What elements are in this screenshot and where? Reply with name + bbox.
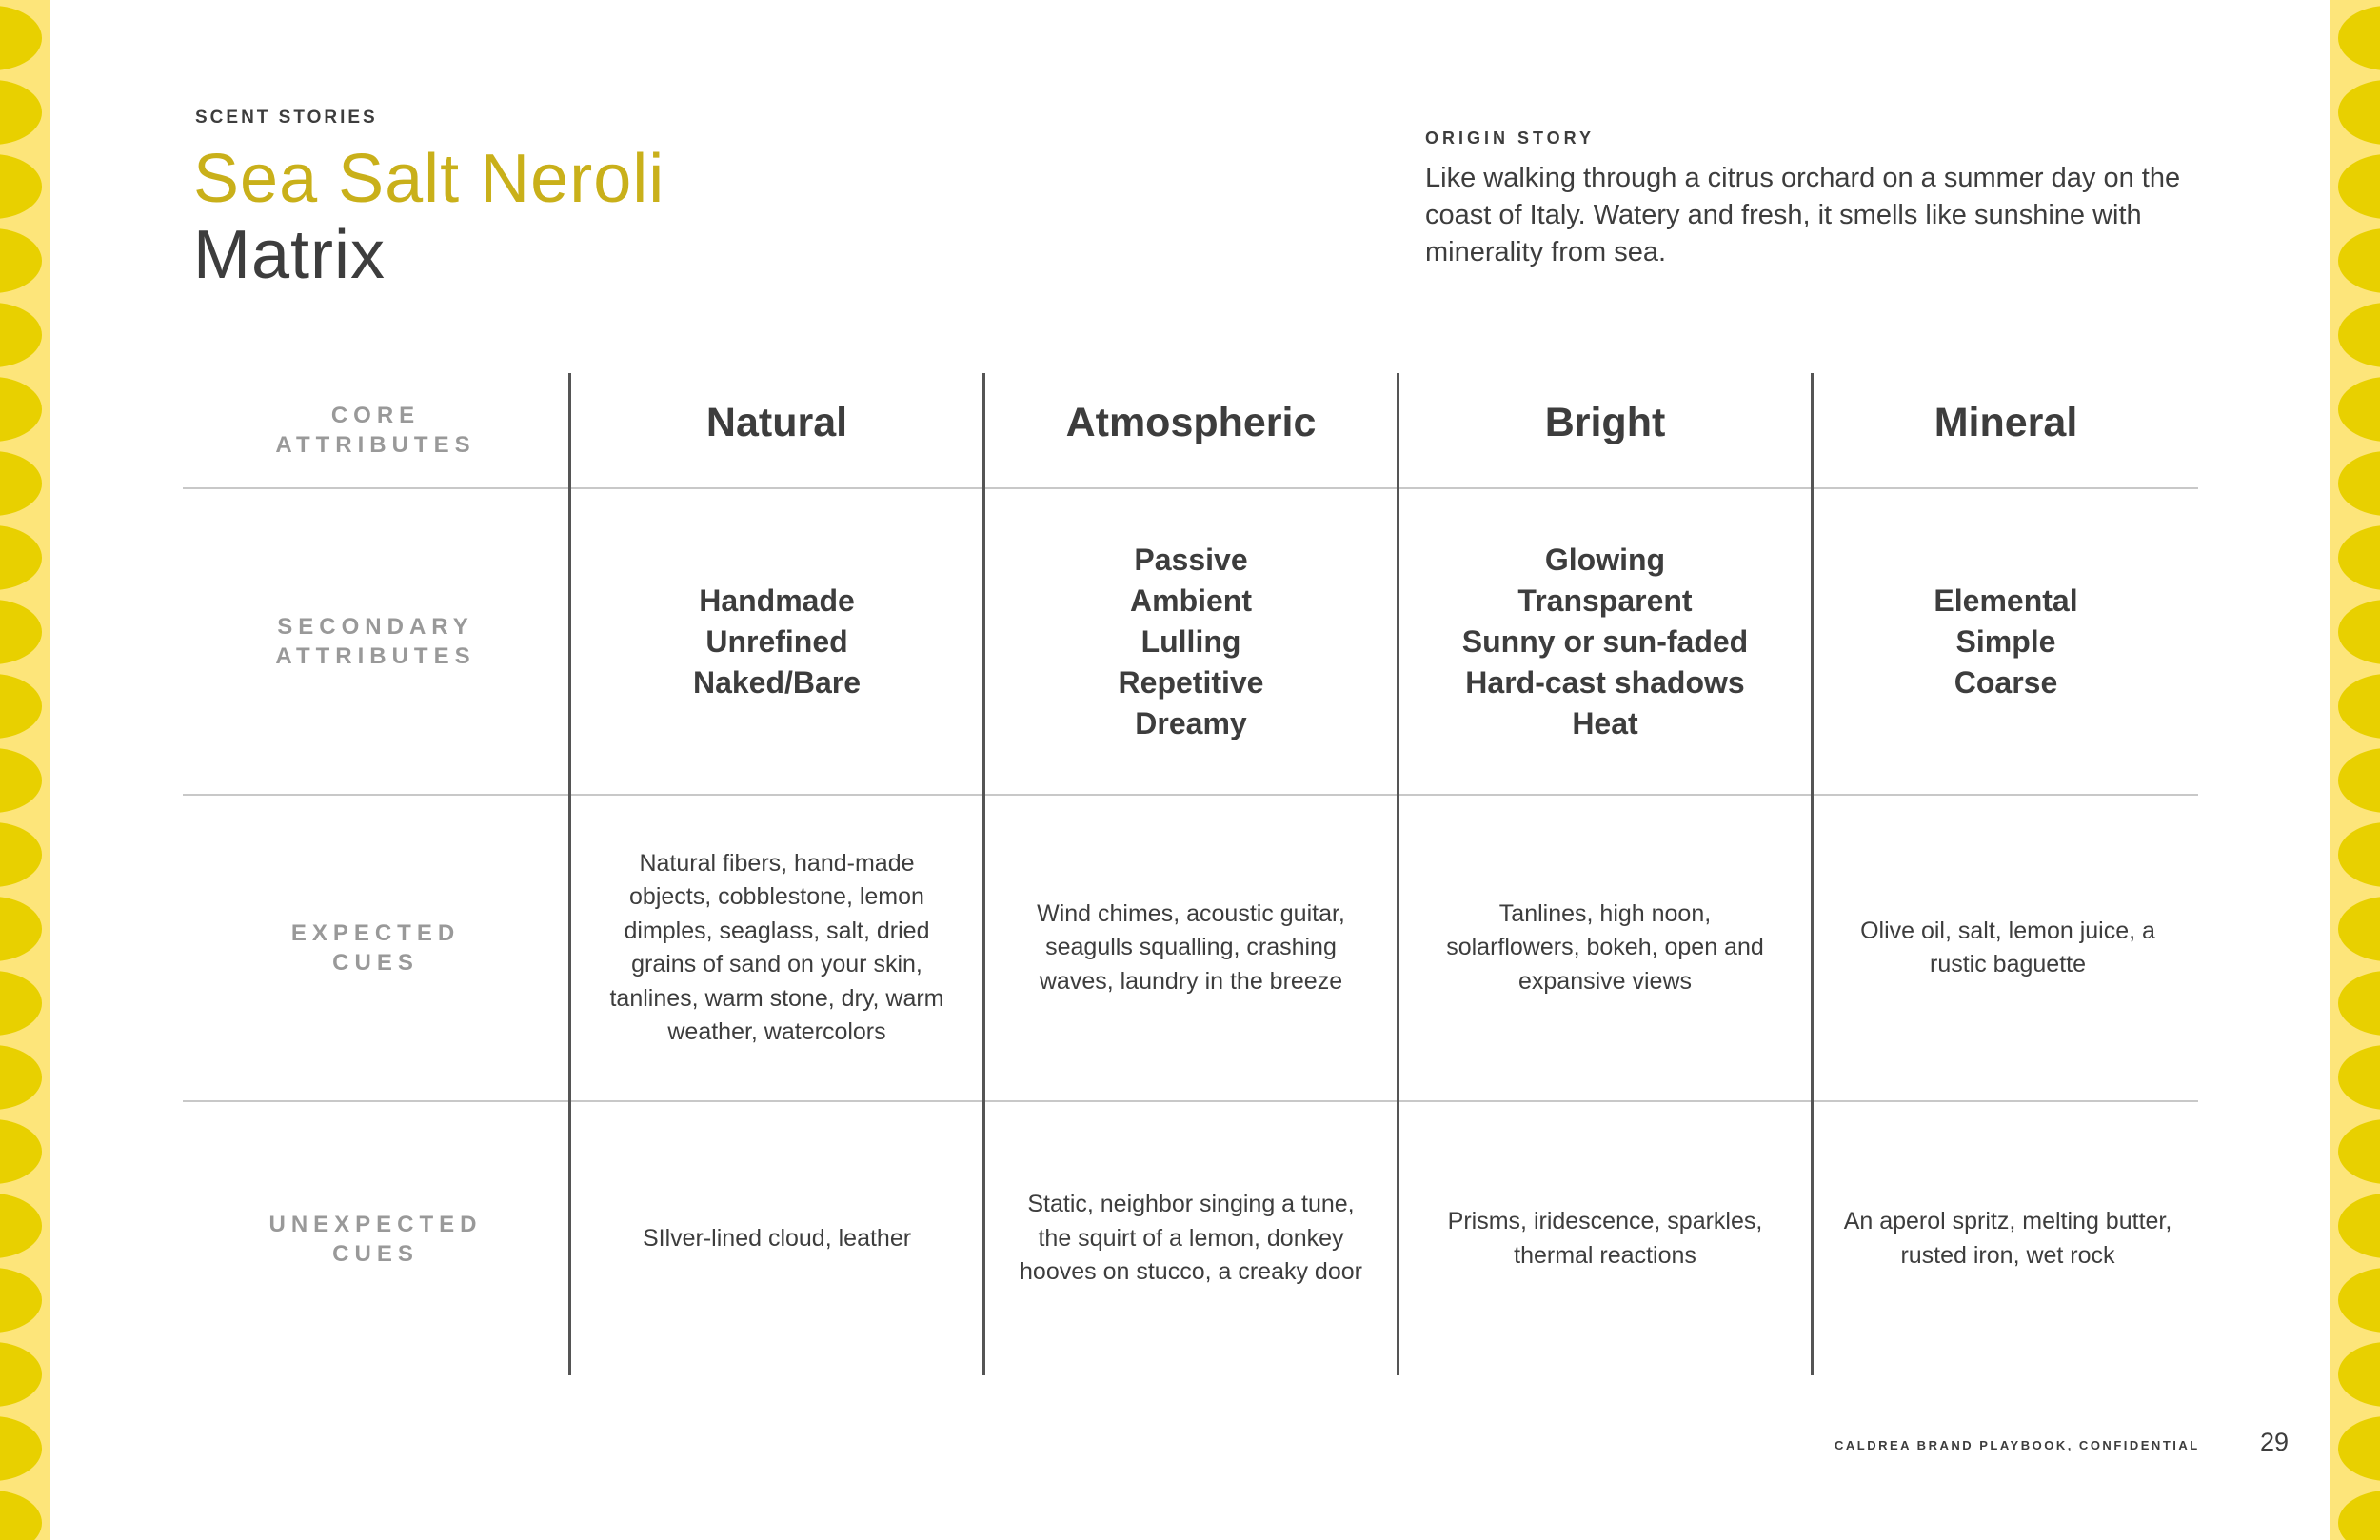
row-label-line: CORE [330,403,421,428]
expected-cues-natural: Natural fibers, hand-made objects, cobblestone, lemon dimples, seaglass, salt, dried grains of sand on your skin, tanlines, warm stone, dry, warm weather, watercolors [609,849,944,1045]
secondary-attributes-mineral [1814,489,2198,794]
right-decorative-band [2330,0,2380,1540]
unexpected-cues-atmospheric: Static, neighbor singing a tune, the squirt of a lemon, donkey hooves on stucco, a creaky door [1020,1191,1362,1286]
secondary-attributes-atmospheric [985,489,1397,794]
unexpected-cues-natural: SIlver-lined cloud, leather [642,1224,912,1252]
secondary-attribute: Glowing [1544,542,1666,577]
secondary-attribute: Elemental [1934,582,2078,618]
section-eyebrow: SCENT STORIES [195,108,378,128]
right-band-pattern [2330,0,2380,1540]
expected-cues-bright: Tanlines, high noon, solarflowers, bokeh, open and expansive views [1446,899,1764,995]
core-attribute-atmospheric: Atmospheric [1065,399,1317,445]
secondary-attributes-natural [571,489,982,794]
row-label-line: EXPECTED [290,920,461,946]
secondary-attribute: Coarse [1954,664,2058,700]
expected-cues-atmospheric: Wind chimes, acoustic guitar, seagulls squalling, crashing waves, laundry in the breeze [1037,899,1345,995]
left-decorative-band [0,0,50,1540]
core-attribute-bright: Bright [1544,399,1666,445]
secondary-attribute: Naked/Bare [692,664,862,700]
secondary-attribute: Heat [1572,705,1638,740]
expected-cues-mineral: Olive oil, salt, lemon juice, a rustic baguette [1860,917,2155,977]
secondary-attribute: Dreamy [1135,705,1247,740]
unexpected-cues-mineral: An aperol spritz, melting butter, rusted iron, wet rock [1843,1208,2172,1269]
row-label-core [183,373,568,487]
secondary-attribute: Simple [1955,623,2056,659]
origin-story-text: Like walking through a citrus orchard on a summer day on the coast of Italy. Watery and fresh, it smells like sunshine with minerality from sea. [1425,163,2181,267]
unexpected-cues-bright: Prisms, iridescence, sparkles, thermal reactions [1447,1208,1763,1269]
row-label-line: UNEXPECTED [268,1211,483,1237]
page-title-matrix: Matrix [193,217,386,293]
row-label-secondary [183,489,568,794]
origin-story-label: ORIGIN STORY [1425,128,1596,148]
row-label-line: SECONDARY [277,614,474,640]
secondary-attribute: Handmade [699,582,855,618]
secondary-attribute: Repetitive [1118,664,1264,700]
secondary-attribute: Passive [1134,542,1248,577]
core-attribute-natural: Natural [705,399,848,445]
core-attribute-mineral: Mineral [1934,399,2078,445]
footer-label: CALDREA BRAND PLAYBOOK, CONFIDENTIAL [1835,1438,2200,1452]
row-label-line: ATTRIBUTES [275,432,476,458]
scent-matrix-table [183,373,2198,1375]
row-label-expected [183,796,568,1100]
row-label-line: CUES [332,950,419,976]
page-title-scent: Sea Salt Neroli [193,141,665,217]
secondary-attribute: Hard-cast shadows [1465,664,1745,700]
secondary-attribute: Sunny or sun-faded [1461,623,1749,659]
secondary-attribute: Lulling [1140,623,1241,659]
secondary-attribute: Ambient [1130,582,1252,618]
page-number: 29 [2260,1428,2290,1456]
row-label-line: CUES [332,1240,419,1267]
secondary-attributes-bright [1399,489,1811,794]
secondary-attribute: Unrefined [705,623,848,659]
row-label-line: ATTRIBUTES [275,643,476,669]
secondary-attribute: Transparent [1517,582,1693,618]
left-band-pattern [0,0,50,1540]
row-label-unexpected [183,1102,568,1375]
